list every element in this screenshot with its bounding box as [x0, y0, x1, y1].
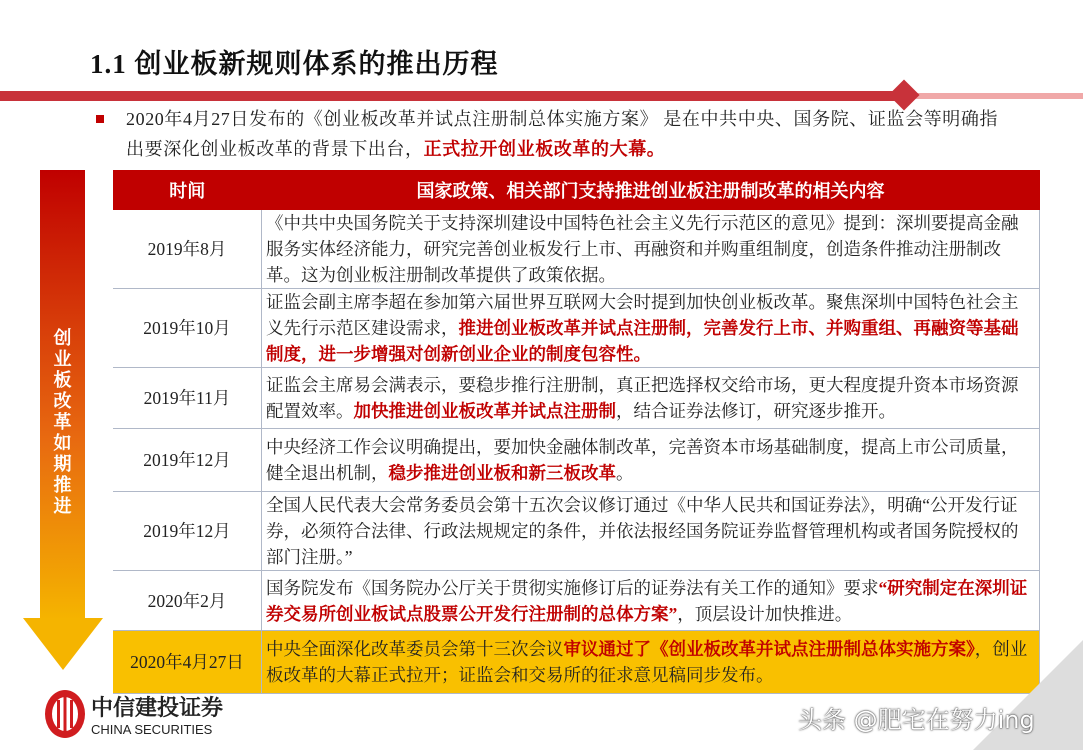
row-content [262, 492, 1040, 571]
content-text: ，创业板改革的大幕正式拉开；证监会和交易所的征求意见稿同步发布。 [266, 639, 1028, 685]
table-row [113, 492, 1040, 571]
page-title: 1.1 创业板新规则体系的推出历程 [90, 49, 499, 79]
content-text: 全国人民代表大会常务委员会第十五次会议修订通过《中华人民共和国证券法》，明确“公开发行证券，必须符合法律、行政法规规定的条件，并依法报经国务院证券监督管理机构或者国务院授权的部门注册。” [266, 495, 1019, 567]
row-date: 2020年4月27日 [113, 631, 262, 694]
content-text: 《中共中央国务院关于支持深圳建设中国特色社会主义先行示范区的意见》提到：深圳要提高金融服务实体经济能力，研究完善创业板发行上市、再融资和并购重组制度，创造条件推动注册制改革。这为创业板注册制改革提供了政策依据。 [266, 213, 1019, 285]
header-content: 国家政策、相关部门支持推进创业板注册制改革的相关内容 [262, 170, 1040, 210]
intro-text: 2020年4月27日发布的《创业板改革并试点注册制总体实施方案》 是在中共中央、国务院、证监会等明确指出要深化创业板改革的背景下出台， [126, 109, 999, 159]
square-bullet-icon [96, 115, 104, 123]
row-content [262, 210, 1040, 289]
row-date: 2019年12月 [113, 492, 262, 571]
intro-emphasis: 正式拉开创业板改革的大幕。 [423, 139, 666, 159]
logo-en: CHINA SECURITIES [91, 722, 213, 737]
content-emphasis: 加快推进创业板改革并试点注册制 [353, 401, 616, 421]
content-text: ，结合证券法修订，研究逐步推开。 [616, 401, 896, 421]
watermark: 头条 @肥宅在努力ing [798, 706, 1035, 734]
content-emphasis: “研究制定在深圳证券交易所创业板试点股票公开发行注册制的总体方案” [266, 577, 1028, 624]
china-securities-logo-icon [43, 688, 243, 740]
content-emphasis: 稳步推进创业板和新三板改革 [388, 463, 616, 483]
row-date: 2019年12月 [113, 429, 262, 492]
content-text: 证监会主席易会满表示，要稳步推行注册制，真正把选择权交给市场，更大程度提升资本市场资源配置效率。 [266, 375, 1019, 421]
row-date: 2019年10月 [113, 289, 262, 368]
company-logo [43, 688, 243, 745]
intro-paragraph [126, 104, 1006, 164]
row-content [262, 631, 1040, 694]
table-row [113, 429, 1040, 492]
table-row [113, 368, 1040, 429]
policy-timeline-table [113, 170, 1040, 694]
table-row [113, 289, 1040, 368]
content-text: ，顶层设计加快推进。 [677, 603, 853, 624]
row-date: 2020年2月 [113, 571, 262, 631]
row-content [262, 571, 1040, 631]
content-text: 证监会副主席李超在参加第六届世界互联网大会时提到加快创业板改革。聚焦深圳中国特色社会主义先行示范区建设需求， [266, 292, 1019, 338]
row-date: 2019年8月 [113, 210, 262, 289]
row-content [262, 289, 1040, 368]
logo-cn: 中信建投证券 [91, 695, 224, 720]
table-header-row [113, 170, 1040, 210]
header-time: 时间 [113, 170, 262, 210]
table-row [113, 210, 1040, 289]
down-arrow-icon [23, 618, 103, 670]
table-row [113, 631, 1040, 694]
title-divider [0, 91, 905, 101]
content-emphasis: 审议通过了《创业板改革并试点注册制总体实施方案》 [563, 639, 975, 659]
content-emphasis: 推进创业板改革并试点注册制，完善发行上市、并购重组、再融资等基础制度，进一步增强对创新创业企业的制度包容性。 [266, 318, 1019, 364]
side-label: 创 业 板 改 革 如 期 推 进 [53, 328, 72, 516]
content-text: 中央全面深化改革委员会第十三次会议 [266, 639, 564, 659]
title-divider-right [905, 93, 1083, 99]
table-row [113, 571, 1040, 631]
row-content [262, 368, 1040, 429]
content-text: 。 [616, 463, 634, 483]
row-date: 2019年11月 [113, 368, 262, 429]
content-text: 国务院发布《国务院办公厅关于贯彻实施修订后的证券法有关工作的通知》要求 [266, 577, 879, 598]
content-text: 中央经济工作会议明确提出，要加快金融体制改革，完善资本市场基础制度，提高上市公司质量，健全退出机制， [266, 437, 1019, 483]
row-content [262, 429, 1040, 492]
